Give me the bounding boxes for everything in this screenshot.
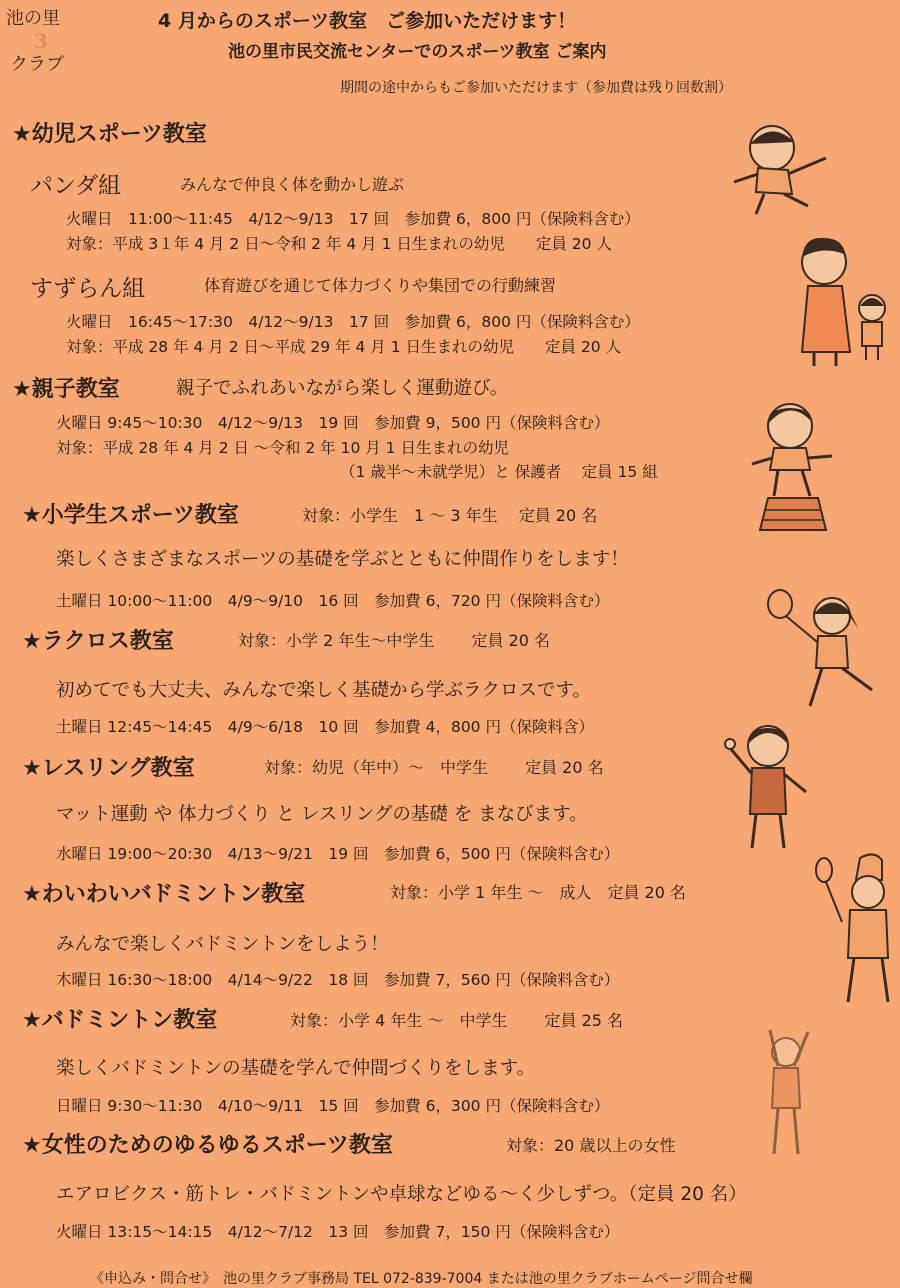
group-desc-panda: みんなで仲良く体を動かし遊ぶ	[180, 175, 405, 194]
contact-footer: 《申込み・問合せ》 池の里クラブ事務局 TEL 072-839-7004 または池の里クラブホームページ問合せ欄	[90, 1271, 753, 1287]
desc-lacrosse: 初めてでも大丈夫、みんなで楽しく基礎から学ぶラクロスです。	[56, 680, 592, 701]
desc-badminton: 楽しくバドミントンの基礎を学んで仲間づくりをします。	[56, 1058, 536, 1079]
section-heading-waiwai: ★わいわいバドミントン教室	[22, 882, 306, 907]
desc-josei: エアロビクス・筋トレ・バドミントンや卓球などゆる～く少しずつ。（定員 20 名）	[56, 1184, 747, 1205]
club-logo	[4, 2, 86, 74]
girl-with-lacrosse-stick-illustration	[762, 588, 878, 720]
desc-oyako: 親子でふれあいながら楽しく運動遊び。	[176, 378, 509, 399]
target-suzuran: 対象：平成 28 年 4 月 2 日～平成 29 年 4 月 1 日生まれの幼児 定員 20 人	[66, 338, 622, 356]
schedule-panda: 火曜日 11:00～11:45 4/12～9/13 17 回 参加費 6，800 円（保険料含む）	[66, 210, 640, 228]
group-name-suzuran: すずらん組	[30, 276, 146, 302]
section-heading-oyako: ★親子教室	[12, 377, 120, 402]
target-waiwai: 対象：小学 1 年生 ～ 成人 定員 20 名	[390, 883, 686, 902]
schedule-oyako: 火曜日 9:45～10:30 4/12～9/13 19 回 参加費 9，500 円（保険料含む）	[56, 414, 610, 432]
section-heading-josei: ★女性のためのゆるゆるスポーツ教室	[22, 1133, 393, 1158]
target-josei: 対象：20 歳以上の女性	[506, 1136, 676, 1155]
target-panda: 対象：平成 3１年 4 月 2 日～令和 2 年 4 月 1 日生まれの幼児 定員 20 人	[66, 235, 612, 253]
group-name-panda: パンダ組	[30, 173, 122, 199]
mother-and-child-illustration	[788, 232, 892, 368]
header-note: 期間の途中からもご参加いただけます（参加費は残り回数割）	[340, 80, 732, 96]
desc-shogaku: 楽しくさまざまなスポーツの基礎を学ぶとともに仲間作りをします！	[56, 549, 629, 570]
target-oyako: 対象：平成 28 年 4 月 2 日 ～令和 2 年 10 月 1 日生まれの幼児	[56, 439, 509, 457]
target-shogaku: 対象：小学生 1 ～ 3 年生 定員 20 名	[302, 506, 598, 525]
page-title: 4 月からのスポーツ教室 ご参加いただけます！	[158, 10, 577, 32]
target-badminton: 対象：小学 4 年生 ～ 中学生 定員 25 名	[290, 1011, 624, 1030]
child-running-illustration	[728, 118, 834, 218]
logo-line3: クラブ	[10, 54, 64, 75]
target-wrestling: 対象：幼児（年中）～ 中学生 定員 20 名	[264, 758, 604, 777]
target2-oyako: （1 歳半～未就学児）と 保護者 定員 15 組	[340, 463, 658, 481]
schedule-badminton: 日曜日 9:30～11:30 4/10～9/11 15 回 参加費 6，300 円（保険料含む）	[56, 1097, 610, 1115]
schedule-josei: 火曜日 13:15～14:15 4/12～7/12 13 回 参加費 7，150 円（保険料含む）	[56, 1223, 620, 1241]
schedule-shogaku: 土曜日 10:00～11:00 4/9～9/10 16 回 参加費 6，720 円（保険料含む）	[56, 592, 610, 610]
group-desc-suzuran: 体育遊びを通じて体力づくりや集団での行動練習	[204, 276, 557, 295]
section-heading-badminton: ★バドミントン教室	[22, 1008, 218, 1033]
target-lacrosse: 対象：小学 2 年生～中学生 定員 20 名	[238, 631, 550, 650]
man-with-badminton-racket-illustration	[812, 848, 896, 1008]
logo-line2: 3	[34, 29, 48, 53]
schedule-wrestling: 水曜日 19:00～20:30 4/13～9/21 19 回 参加費 6，500 円（保険料含む）	[56, 845, 620, 863]
schedule-waiwai: 木曜日 16:30～18:00 4/14～9/22 18 回 参加費 7，560 円（保険料含む）	[56, 971, 620, 989]
page-subtitle: 池の里市民交流センターでのスポーツ教室 ご案内	[228, 42, 607, 62]
section-heading-shogaku: ★小学生スポーツ教室	[22, 503, 239, 528]
section-heading-lacrosse: ★ラクロス教室	[22, 629, 174, 654]
child-on-vaulting-box-illustration	[748, 398, 844, 534]
desc-waiwai: みんなで楽しくバドミントンをしよう！	[56, 934, 389, 955]
wrestler-child-illustration	[722, 716, 814, 854]
section-heading-yoji: ★幼児スポーツ教室	[12, 122, 207, 147]
desc-wrestling: マット運動 や 体力づくり と レスリングの基礎 を まなびます。	[56, 804, 588, 825]
section-heading-wrestling: ★レスリング教室	[22, 756, 195, 781]
woman-stretching-illustration	[742, 1022, 826, 1162]
schedule-suzuran: 火曜日 16:45～17:30 4/12～9/13 17 回 参加費 6，800 円（保険料含む）	[66, 313, 640, 331]
schedule-lacrosse: 土曜日 12:45～14:45 4/9～6/18 10 回 参加費 4，800 円（保険料含）	[56, 718, 594, 736]
logo-line1: 池の里	[6, 8, 60, 29]
